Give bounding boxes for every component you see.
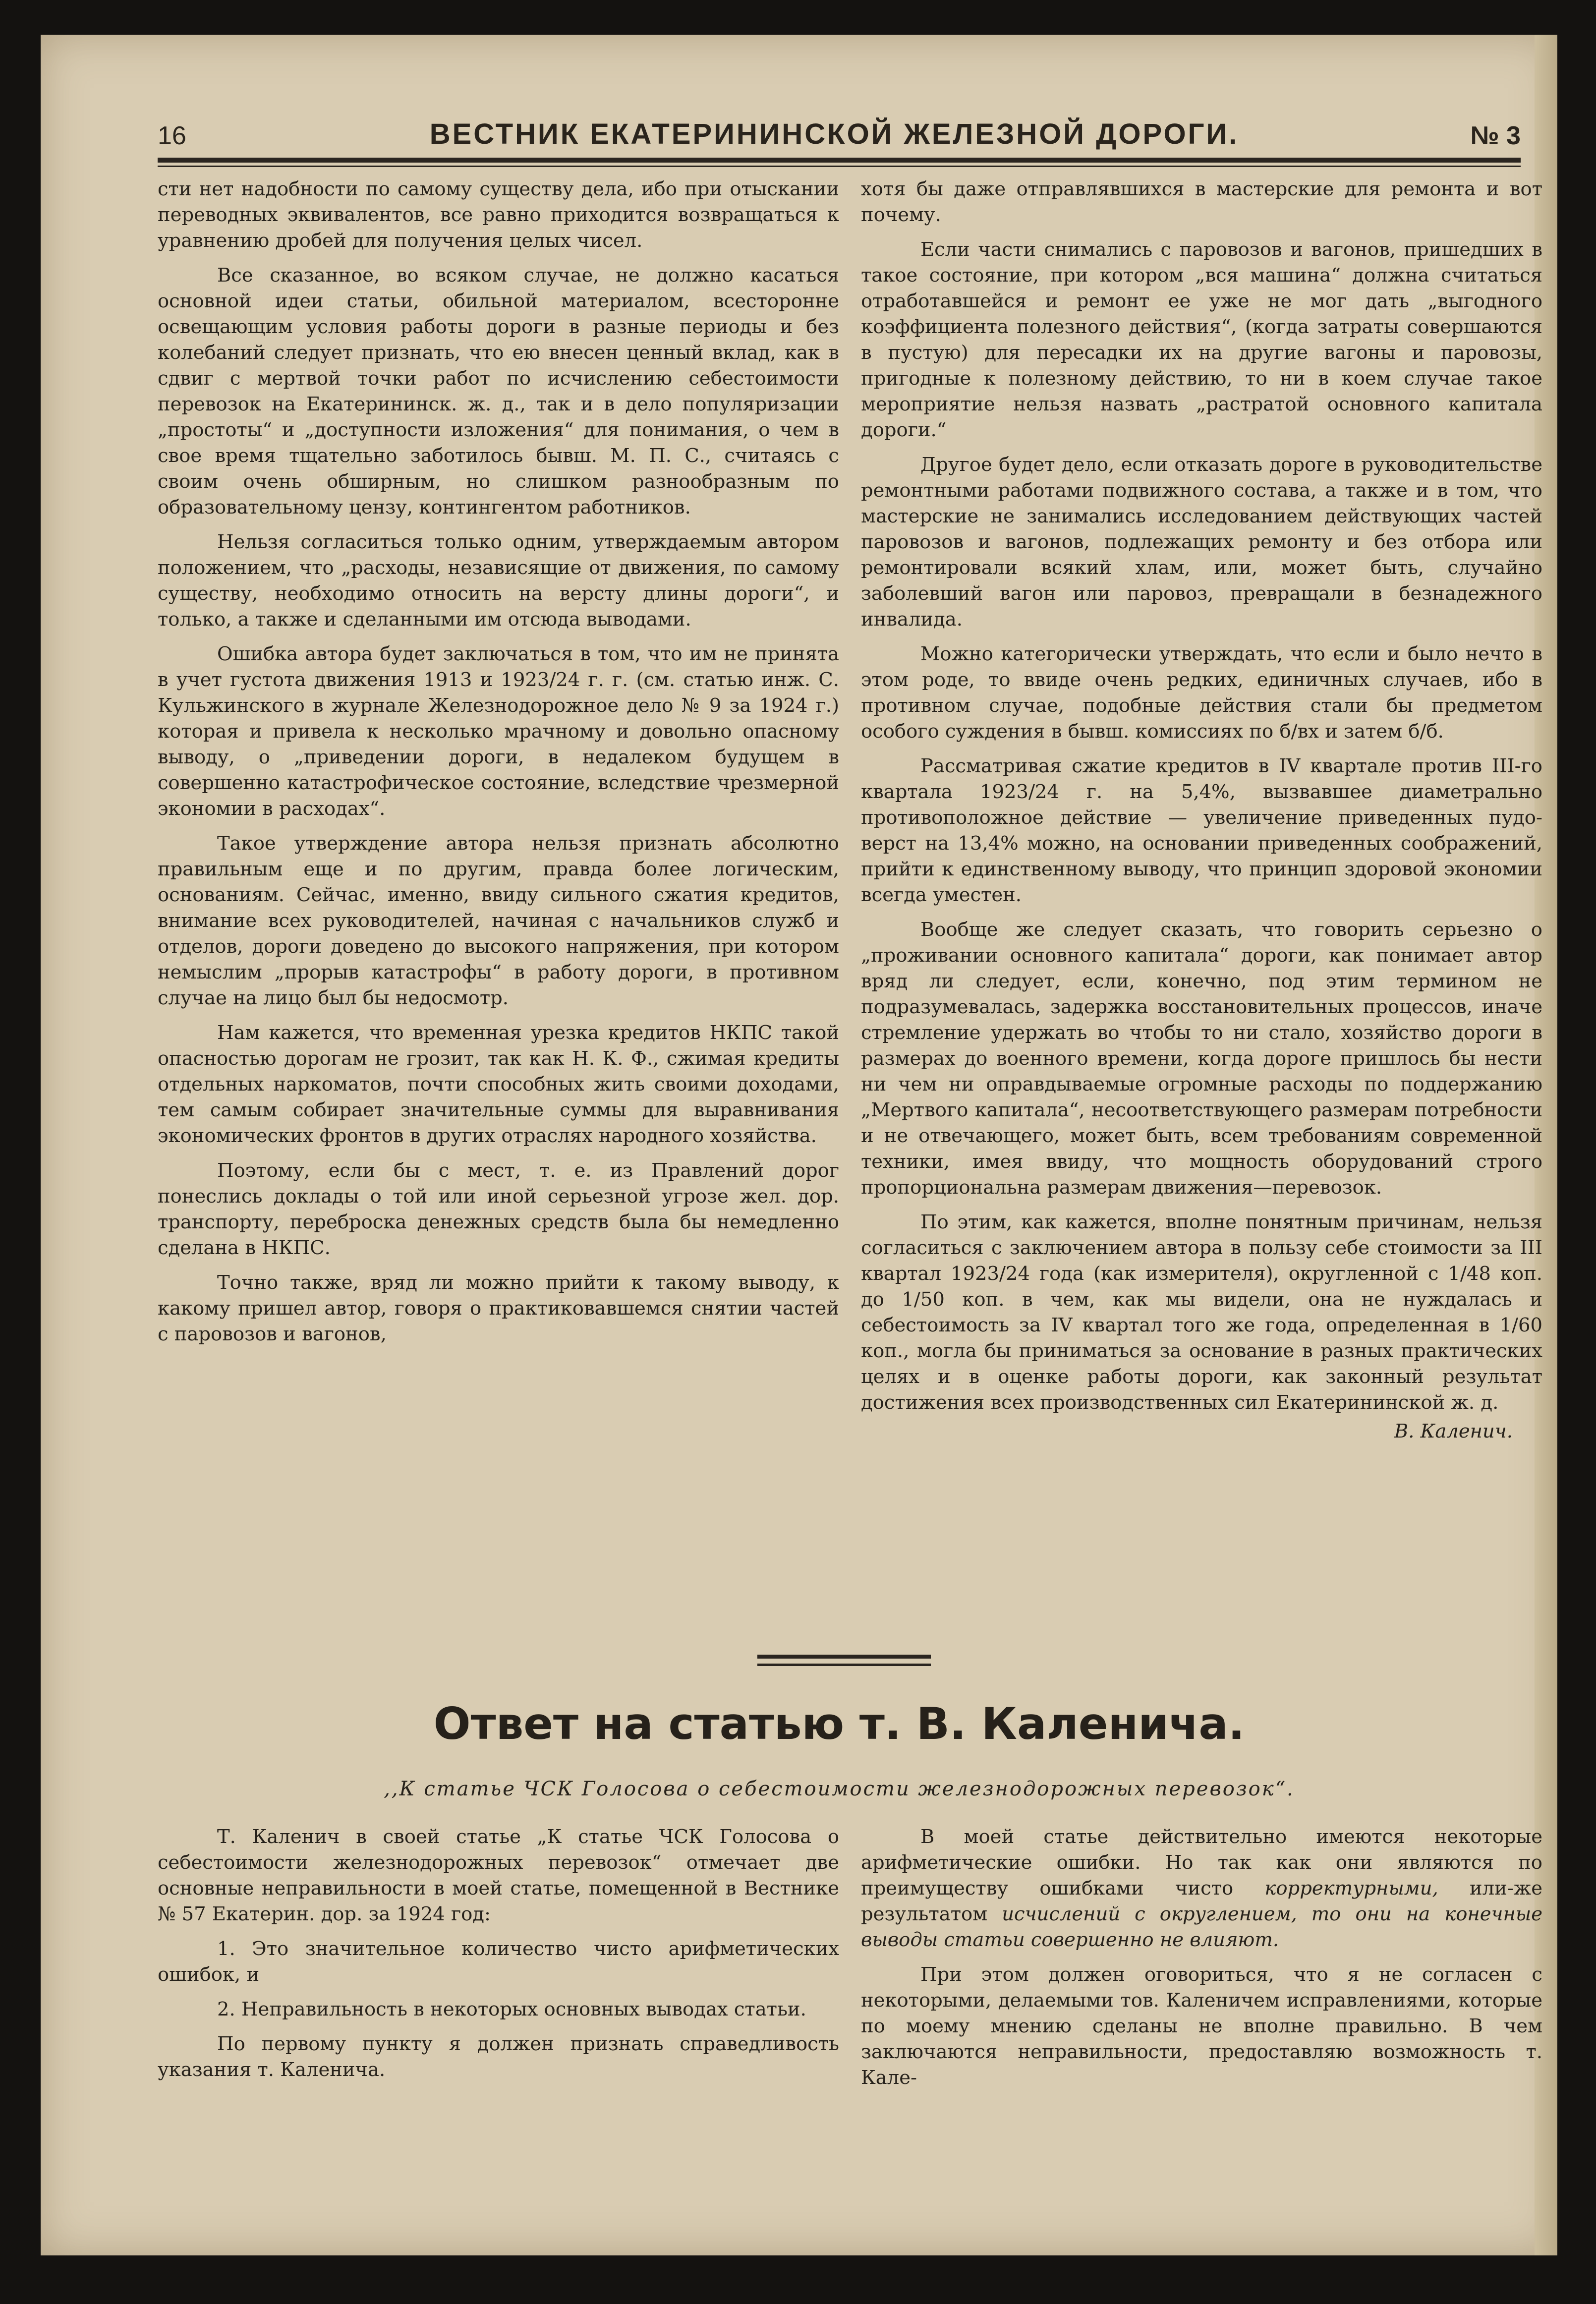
article-subtitle: ,,К статье ЧСК Голосова о себестоимости железнодорожных перевозок“. <box>384 1778 1295 1800</box>
paragraph: Все сказанное, во всяком случае, не должно касаться основной идеи статьи, обильной материалом, всесторонне освещающим условия работы дороги в разные периоды и без колебаний следует признать, что ею внесен ценный вклад, как в сдвиг с мертвой точки работ по исчислению себестоимости перевозок на Екатерининск. ж. д., так и в дело популяризации „простоты“ и „доступности изложения“ для понимания, о чем в свое время тщательно заботилось бывш. М. П. С., считаясь с своим очень обширным, но слишком разнообразным по образовательному цензу, контингентом работников. <box>158 264 839 518</box>
paragraph <box>861 1824 1542 1953</box>
paragraph: При этом должен оговориться, что я не согласен с некоторыми, делаемыми тов. Каленичем исправлениями, которые по моему мнению сделаны не вполне правильно. В чем заключаются неправильности, предоставляю возможность т. Кале- <box>861 1963 1542 2089</box>
text-run: В моей статье действительно имеются некоторые арифметические ошибки. Но так как они являются по преимуществу ошибками чисто <box>861 1826 1542 1900</box>
issue-number: № 3 <box>1470 121 1521 150</box>
paragraph: Если части снимались с паровозов и вагонов, пришедших в такое состояние, при котором „вся машина“ должна считаться отработавшейся и ремонт ее уже не мог дать „выгодного коэффициента полезного действия“, (когда затраты совершаются в пустую) для пересадки их на другие вагоны и паровозы, пригодные к полезному действию, то ни в коем случае такое мероприятие нельзя назвать „растратой основного капитала дороги.“ <box>861 238 1542 441</box>
page-number: 16 <box>158 121 186 150</box>
paragraph: Другое будет дело, если отказать дороге в руководительстве ремонтными работами подвижного состава, а также и в том, что мастерские не занимались исследованием действующих частей паровозов и вагонов, подлежащих ремонту и без отбора или ремонтировали всякий хлам, или, может быть, случайно заболевший вагон или паровоз, превращали в безнадежного инвалида. <box>861 454 1542 631</box>
page-header <box>158 115 1521 151</box>
list-item: 1. Это значительное количество чисто арифметических ошибок, и <box>158 1938 839 1986</box>
paragraph: хотя бы даже отправлявшихся в мастерские для ремонта и вот почему. <box>861 178 1542 226</box>
header-rule-thin <box>158 166 1521 167</box>
journal-title: ВЕСТНИК ЕКАТЕРИНИНСКОЙ ЖЕЛЕЗНОЙ ДОРОГИ. <box>429 118 1239 150</box>
text-run: или-же результатом <box>861 1877 1542 1925</box>
article-title: Ответ на статью т. В. Каленича. <box>433 1698 1245 1749</box>
paragraph: Т. Каленич в своей статье „К статье ЧСК Голосова о себестоимости железнодорожных перевозок“ отмечает две основные неправильности в моей статье, помещенной в Вестнике № 57 Екатерин. дор. за 1924 год: <box>158 1826 839 1925</box>
paragraph: Нам кажется, что временная урезка кредитов НКПС такой опасностью дорогам не грозит, так как Н. К. Ф., сжимая кредиты отдельных наркоматов, почти способных жить своими доходами, тем самым собирает значительные суммы для выравнивания экономических фронтов в других отраслях народного хозяйства. <box>158 1022 839 1147</box>
article-right-column <box>861 1824 1542 2091</box>
paragraph: Рассматривая сжатие кредитов в IV квартале против III-го квартала 1923/24 г. на 5,4%, вызвавшее диаметрально противоположное действие — увеличение приведенных пудо-верст на 13,4% можно, на основании приведенных соображений, прийти к единственному выводу, что принцип здоровой экономии всегда уместен. <box>861 755 1542 906</box>
section-separator-thick <box>757 1655 931 1659</box>
paragraph: Такое утверждение автора нельзя признать абсолютно правильным еще и по другим, правда более логическим, основаниям. Сейчас, именно, ввиду сильного сжатия кредитов, внимание всех руководителей, начиная с начальников служб и отделов, дороги доведено до высокого напряжения, при котором немыслим „прорыв катастрофы“ в работу дороги, в противном случае на лицо был бы недосмотр. <box>158 832 839 1009</box>
paragraph: Нельзя согласиться только одним, утверждаемым автором положением, что „расходы, независящие от движения, по самому существу, необходимо относить на версту длины дороги“, и только, а также и сделанными им отсюда выводами. <box>158 531 839 631</box>
left-column <box>158 176 839 1347</box>
paragraph: Можно категорически утверждать, что если и было нечто в этом роде, то ввиде очень редких, единичных случаев, ибо в противном случае, подобные действия стали бы предметом особого суждения в бывш. комиссиях по б/вх и затем б/б. <box>861 643 1542 743</box>
article-left-column <box>158 1824 839 2083</box>
paragraph: По первому пункту я должен признать справедливость указания т. Каленича. <box>158 2033 839 2081</box>
section-separator-thin <box>757 1664 931 1666</box>
italic-text: исчислений с округлением, то они на конечные выводы статьи совершенно не влияют. <box>861 1903 1542 1951</box>
paragraph: Поэтому, если бы с мест, т. е. из Правлений дорог понеслись доклады о той или иной серьезной угрозе жел. дор. транспорту, переброска денежных средств была бы немедленно сделана в НКПС. <box>158 1159 839 1259</box>
paragraph: сти нет надобности по самому существу дела, ибо при отыскании переводных эквивалентов, все равно приходится возвращаться к уравнению дробей для получения целых чисел. <box>158 178 839 252</box>
list-item: 2. Неправильность в некоторых основных выводах статьи. <box>217 1998 806 2020</box>
paragraph: Ошибка автора будет заключаться в том, что им не принята в учет густота движения 1913 и 1923/24 г. г. (см. статью инж. С. Кульжинского в журнале Железнодорожное дело № 9 за 1924 г.) которая и привела к несколько мрачному и довольно опасному выводу, о „приведении дороги, в недалеком будущем в совершенно катастрофическое состояние, вследствие чрезмерной экономии в расходах“. <box>158 643 839 820</box>
paragraph: Точно также, вряд ли можно прийти к такому выводу, к какому пришел автор, говоря о практиковавшемся снятии частей с паровозов и вагонов, <box>158 1271 839 1345</box>
italic-text: корректурными, <box>1264 1877 1438 1900</box>
header-rule-thick <box>158 158 1521 163</box>
right-column <box>861 176 1542 1444</box>
paragraph: По этим, как кажется, вполне понятным причинам, нельзя согласиться с заключением автора в пользу себе стоимости за III квартал 1923/24 года (как измерителя), округленной с 1/48 коп. до 1/50 коп. в чем, как мы видели, она не нуждалась и себестоимость за IV квартал того же года, определенная в 1/60 коп., могла бы приниматься за основание в разных практических целях и в оценке работы дороги, как законный результат достижения всех производственных сил Екатерининской ж. д. <box>861 1211 1542 1414</box>
paragraph: Вообще же следует сказать, что говорить серьезно о „проживании основного капитала“ дороги, как понимает автор вряд ли следует, если, конечно, под этим термином не подразумевалась, задержка восстановительных процессов, иначе стремление удержать во чтобы то ни стало, хозяйство дороги в размерах до военного времени, когда дороге пришлось бы нести ни чем ни оправдываемые огромные расходы по поддержанию „Мертвого капитала“, несоответствующего размерам потребности и не отвечающего, может быть, всем требованиям современной техники, имея ввиду, что мощность оборудований строго пропорциональна размерам движения—перевозок. <box>861 919 1542 1199</box>
author-signature: В. Каленич. <box>1394 1420 1513 1442</box>
